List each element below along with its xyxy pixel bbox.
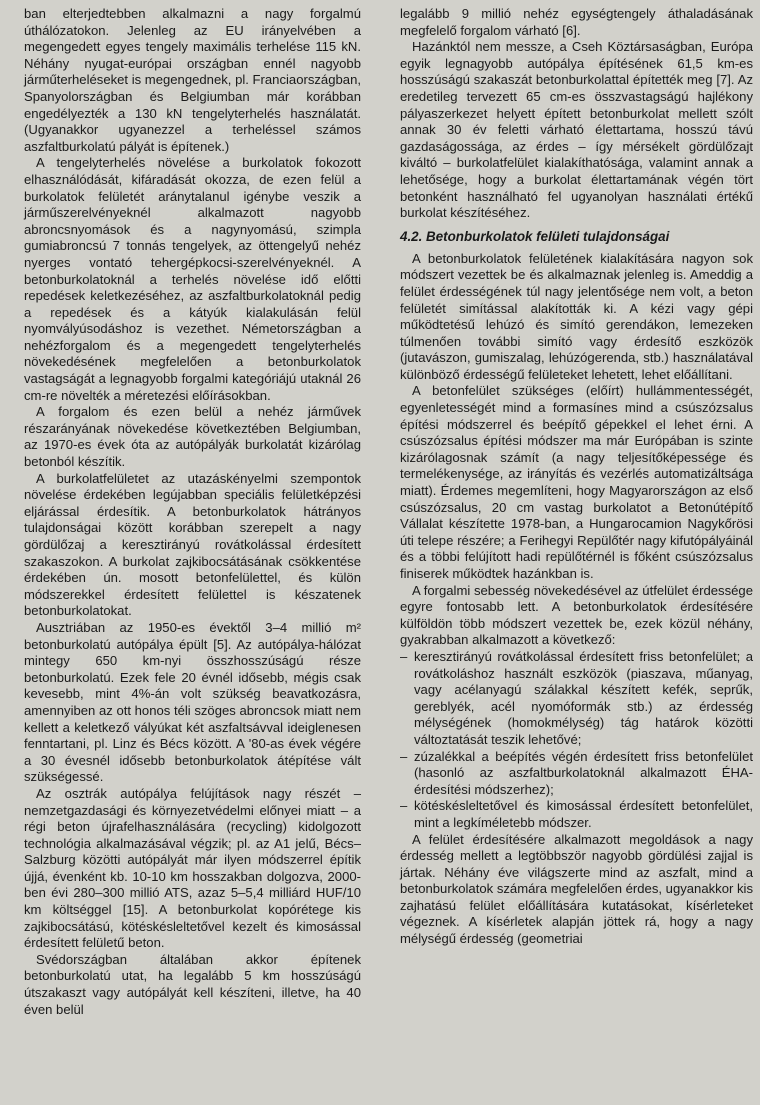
dash-mark: – — [400, 748, 408, 764]
list-item-text: zúzalékkal a beépítés végén érdesített friss betonfelület (hasonló az aszfaltburkolatoknál alkalmazott ÉHA-érdesítési módszerhez); — [414, 748, 753, 797]
paragraph: Svédországban általában akkor építenek betonburkolatú utat, ha legalább 5 km hosszúságú útszakaszt vagy autópályát kell készíteni, illetve, ha 40 éven belül — [24, 951, 361, 1017]
list-item — [400, 798, 753, 831]
paragraph: Hazánktól nem messze, a Cseh Köztársaságban, Európa egyik legnagyobb autópálya építésének 61,5 km-es hosszúságú szakaszát betonburkolattal építették meg [7]. Az eredetileg tervezett 65 cm-es összvastagságú hajlékony pályaszerkezet helyett épített betonburkolat mellett szólt annak 30 év feletti várható élettartama, hosszú távú gazdaságossága, az érdes – így mérsékelt gördülőzajt kiváltó – burkolatfelület kialakíthatósága, valamint annak a lehetősége, hogy a burkolat élettartamának végén tört betonként használható fel ugyanolyan használati értékű burkolat készítéséhez. — [400, 39, 753, 221]
paragraph: A betonburkolatok felületének kialakítására nagyon sok módszert vezettek be és alkalmaznak jelenleg is. Ameddig a felület érdességének túl nagy jelentősége nem volt, a beton felületét simítással alakították ki. A kézi vagy gépi működtetésű lehúzó és simító gerendákon, lemezeken túlmenően további simító vagy érdesítő eszközök (jutavászon, gumiszalag, lehúzógerenda, stb.) használatával különböző érdességű felületeket lehetett, lehet előállítani. — [400, 250, 753, 382]
left-column — [24, 6, 361, 1018]
list-item — [400, 649, 753, 749]
paragraph: ban elterjedtebben alkalmazni a nagy forgalmú úthálózatokon. Jelenleg az EU irányelvében a megengedett egyes tengely maximális terhelése 115 kN. Néhány nyugat-európai országban ennél nagyobb járműterheléseket is megengednek, pl. Franciaországban, Spanyolországban és Belgiumban már korábban engedélyezték a 130 kN tengelyterhelés használatát. (Ugyanakkor ugyanezzel a terheléssel számos aszfaltburkolatú pályát is építenek.) — [24, 6, 361, 154]
paragraph: A burkolatfelületet az utazáskényelmi szempontok növelése érdekében legújabban speciális felületképzési eljárással érdesítik. A betonburkolatok hátrányos tulajdonságai között korábban szerepelt a nagy gördülőzaj a keresztirányú rovátkolással érdesített szakaszokon. A burkolat zajkibocsátásának csökkentése érdekében ún. mosott betonfelülettel, és külön módszerekkel érdesített felülettel is készatenek betonburkolatokat. — [24, 470, 361, 619]
paragraph: Ausztriában az 1950-es évektől 3–4 millió m² betonburkolatú autópálya épült [5]. Az autópálya-hálózat mintegy 650 km-nyi összhosszúságú része betonburkolatú. Ezek fele 20 évnél idősebb, mégis csak kevesebb, mint 4%-án volt szükség beavatkozásra, amennyiben az ott honos téli szöges abroncsok miatt nem kellett a keletkező vályúkat két aszfaltsávval ideiglenesen fenntartani, pl. Linz és Bécs között. A '80-as évek végére a 30 évesnél idősebb betonburkolatok átépítése vált szükségessé. — [24, 619, 361, 785]
list-item-text: kötéskésleltetővel és kimosással érdesített betonfelület, mint a legkíméletebb módszer. — [414, 798, 753, 830]
paragraph: A felület érdesítésére alkalmazott megoldások a nagy érdesség mellett a legtöbbször nagyobb gördülési zajjal is jártak. Néhány éve világszerte mind az aszfalt, mind a betonburkolatok számára megfelelően érdes, ugyanakkor kis zajhatású felület előállítására kutatásokat, kísérleteket végeznek. A kísérletek alapján jöttek rá, hogy a nagy mélységű érdesség (geometriai — [400, 831, 754, 947]
paragraph: A tengelyterhelés növelése a burkolatok fokozott elhasználódását, kifáradását okozza, de ezen felül a burkolatok felületét aránytalanul igénybe veszik a járműszerelvényeknél alkalmazott nagyobb abroncsnyomások és a nagynyomású, szimpla gumiabroncsú 7 tonnás tengelyek, az öttengelyű nehéz nyerges vontató tehergépkocsi-szerelvényeknél. A betonburkolatoknál a terhelés növelése idő előtti repedések keletkezéséhez, az aszfaltburkolatoknál pedig a repedések és a kátyúk kialakulásán felül nyomvályúsodáshoz is vezethet. Németországban a nehézforgalom és a megengedett tengelyterhelés növekedésének megfelelően a betonburkolatok vastagságát a legnagyobb forgalmi kategóriájú utaknál 26 cm-re növelték a méretezési előírásokban. — [24, 155, 361, 403]
list-item — [400, 749, 753, 799]
dash-mark: – — [400, 798, 408, 814]
dash-mark: – — [400, 648, 408, 664]
paragraph: A forgalmi sebesség növekedésével az útfelület érdessége egyre fontosabb lett. A betonburkolatok érdesítésére külföldön több módszert vezettek be, ezek közül néhány, gyakrabban alkalmazott a következő: — [400, 582, 753, 648]
paragraph: A forgalom és ezen belül a nehéz járművek részarányának növekedése következtében Belgiumban, az 1970-es évek óta az autópályák burkolatát kizárólag betonból készítik. — [24, 404, 361, 470]
paragraph: A betonfelület szükséges (előírt) hullámmentességét, egyenletességét mind a formasínes mind a csúszózsalus építési módszerrel és beépítő gépekkel el lehet érni. A csúszózsalus építési módszer ma már Európában is szinte kizárólagosnak számít (a nagy teljesítőképessége és termelékenysége, az irányítás és vezérlés automatizáltsága miatt). Érdemes megemlíteni, hogy Magyarországon az első csúszózsalus, 20 cm vastag burkolatot a Betonútépítő Vállalat készítette 1978-ban, a Hungarocamion Nagykőrösi úti telepe részére; a Ferihegyi Repülőtér nagy kifutópályáinál és a többi felújított hadi repülőtérnél is főként csúszózsalus finiserek működtek hazánkban is. — [400, 383, 753, 581]
right-column — [400, 6, 753, 948]
paragraph: legalább 9 millió nehéz egységtengely áthaladásának megfelelő forgalom várható [6]. — [400, 6, 753, 38]
paragraph: Az osztrák autópálya felújítások nagy részét – nemzetgazdasági és környezetvédelmi előnyei miatt – a régi beton újrafelhasználására (recycling) kidolgozott technológia alkalmazásával végzik; pl. az A1 jelű, Bécs–Salzburg közötti autópályát már ilyen módszerrel építik újjá, évenként kb. 10-10 km hosszakban dolgozva, 2000-ben évi 280–300 millió ATS, azaz 5–5,4 milliárd HUF/10 km költséggel [15]. A betonburkolat kopórétege kis zajkibocsátású, kötéskésleltetővel kezelt és kimosással érdesített felületű beton. — [24, 785, 361, 951]
list-item-text: keresztirányú rovátkolással érdesített friss betonfelület; a rovátkoláshoz használt eszközök (piaszava, műanyag, vagy acélanyagú szálakkal készített kefék, seprűk, gereblyék, acél nyomóformák stb.) az érdesség mélységének (homokmélység) tág határok közötti változtatását teszik lehetővé; — [414, 648, 753, 747]
section-heading: 4.2. Betonburkolatok felületi tulajdonságai — [400, 228, 670, 244]
